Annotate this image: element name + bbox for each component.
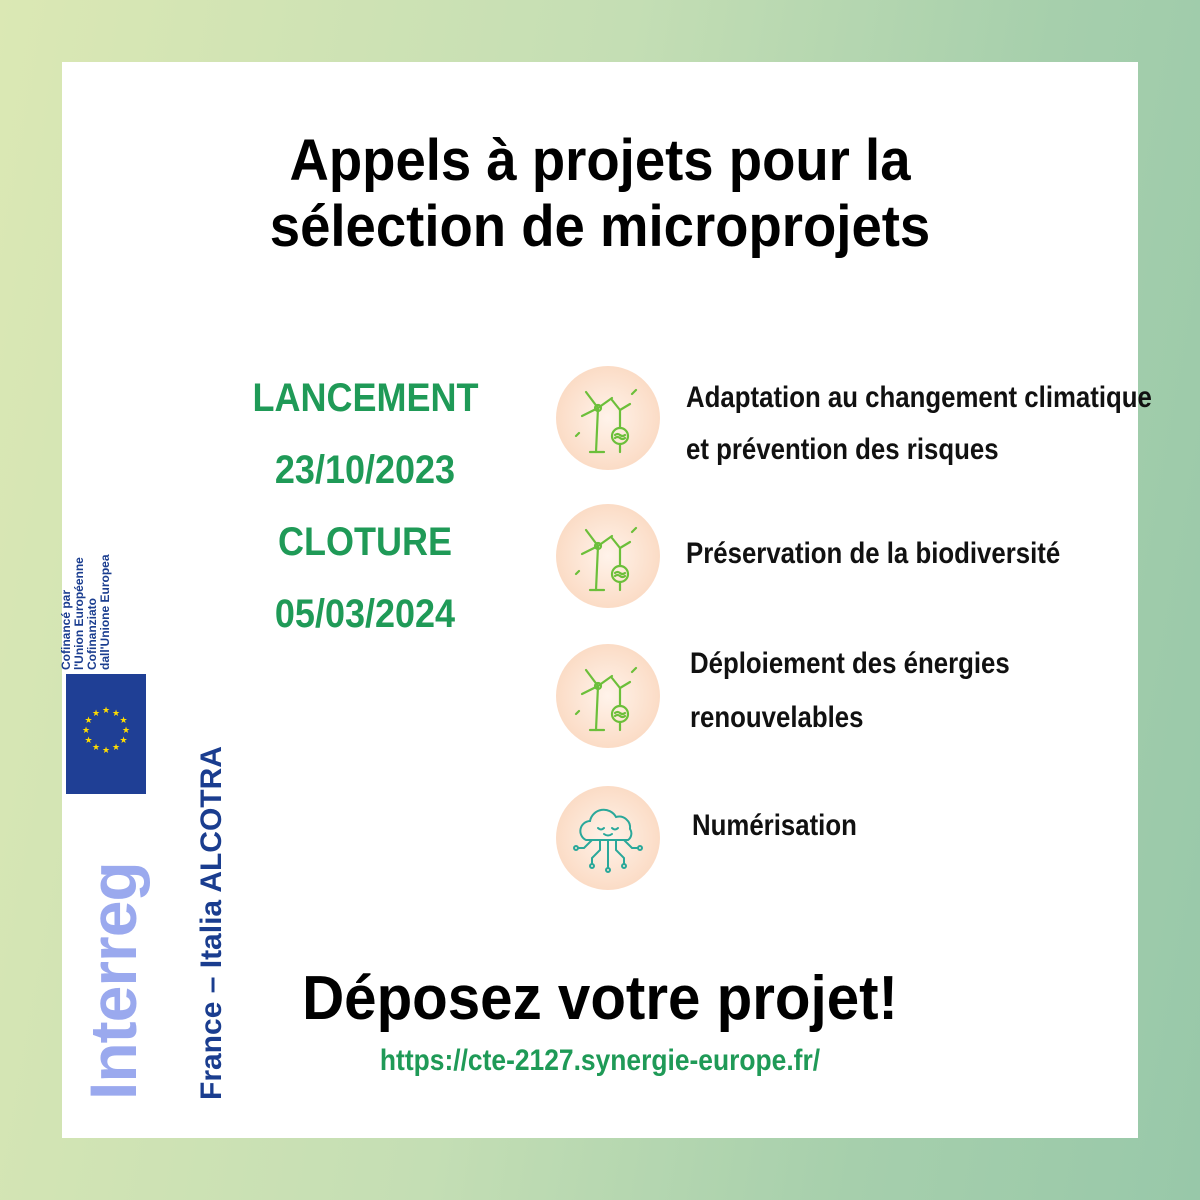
cofinance-text: [60, 500, 120, 670]
svg-text:★: ★: [91, 709, 101, 719]
close-label: CLOTURE: [277, 520, 452, 564]
launch-label: LANCEMENT: [252, 376, 479, 420]
svg-text:★: ★: [91, 743, 101, 753]
svg-text:★: ★: [84, 716, 93, 726]
cloud-network-icon: [556, 786, 660, 890]
topic-digital: [556, 786, 1136, 896]
svg-text:★: ★: [101, 706, 111, 716]
svg-text:★: ★: [119, 716, 128, 726]
close-date: 05/03/2024: [274, 592, 456, 636]
launch-date: 23/10/2023: [274, 448, 456, 492]
program-name: France – Italia ALCOTRA: [195, 746, 228, 1100]
interreg-logo: Interreg: [76, 862, 150, 1100]
topic-renewables: [556, 644, 1136, 754]
dates-block: [253, 362, 478, 650]
topic-label: Numérisation: [692, 809, 857, 842]
svg-text:★: ★: [101, 746, 111, 756]
topic-label: Préservation de la biodiversité: [686, 537, 1061, 570]
call-to-action: Déposez votre projet!: [302, 964, 898, 1033]
title-line-1: Appels à projets pour la: [289, 128, 911, 193]
svg-text:★: ★: [111, 709, 121, 719]
topic-label: Déploiement des énergies: [690, 647, 1010, 680]
title-line-2: sélection de microprojets: [269, 194, 931, 260]
page-title: [177, 128, 1023, 260]
wind-turbine-icon: [556, 366, 660, 470]
topic-label: renouvelables: [690, 701, 864, 734]
cofin-it-1: Cofinanziato: [85, 598, 99, 670]
website-link[interactable]: https://cte-2127.synergie-europe.fr/: [379, 1044, 821, 1077]
svg-text:★: ★: [121, 726, 131, 736]
svg-text:★: ★: [81, 726, 91, 736]
topic-label: Adaptation au changement climatique: [686, 381, 1152, 414]
svg-text:★: ★: [119, 736, 128, 746]
svg-text:★: ★: [84, 736, 93, 746]
cofin-fr-1: Cofinancé par: [59, 589, 73, 670]
topic-climate: [556, 366, 1152, 476]
cofin-fr-2: l'Union Européenne: [72, 557, 86, 670]
svg-text:★: ★: [111, 743, 121, 753]
eu-flag-icon: [66, 674, 146, 794]
wind-turbine-icon: [556, 504, 660, 608]
topic-biodiversity: [556, 504, 1136, 614]
cofin-it-2: dall'Unione Europea: [98, 554, 112, 670]
wind-turbine-icon: [556, 644, 660, 748]
topic-label: et prévention des risques: [686, 433, 999, 466]
